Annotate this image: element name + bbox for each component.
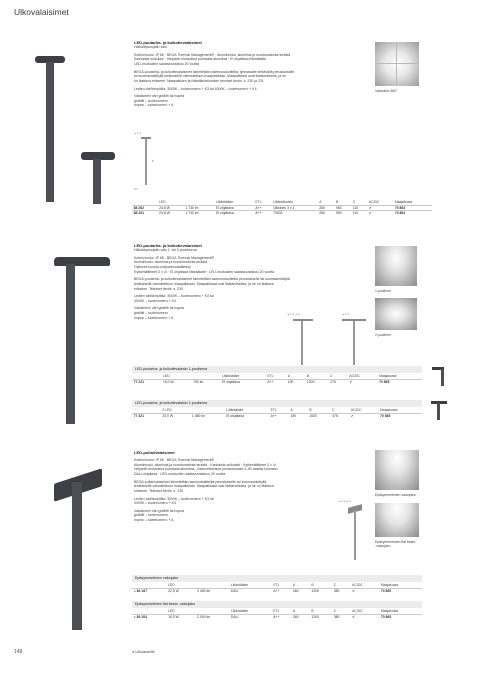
cell: ✔ — [367, 205, 393, 210]
col-header: Liitäntälaite — [226, 408, 244, 412]
cell: ✔ — [351, 588, 380, 593]
section-3-p4-line: grafiitti – tuotenumero — [134, 513, 168, 518]
group-title-bar: Epäsymmetrinen valonjako — [132, 575, 422, 582]
cell: El ohjattava — [214, 205, 253, 210]
cell: 260 — [291, 614, 309, 619]
section-3-p1-line: Alumiinivalu, alumiinia ja ruostumatonta terästä · Kankaista suikulasi · Kytkentälttimet 3 × 4² — [134, 462, 277, 467]
cell: Ulkkinen 3 x 4 — [272, 205, 318, 210]
dim-label: D C — [134, 188, 139, 191]
section-3-p2-line: teräksisellä valmistettuun maapalkkaan. Maapalkkaat ovat lisätarvikkeita, ja ne on tilattava — [134, 484, 274, 489]
cell: 110 — [351, 210, 367, 215]
dim-label: ▲ A ▼ ▲ C — [287, 313, 300, 316]
col-header: C — [330, 374, 333, 378]
col-header: Maajakusta — [394, 200, 413, 204]
cell: 2 000 lm — [196, 614, 230, 619]
table-row — [132, 588, 422, 593]
section-1-image — [14, 40, 124, 210]
cell: 1000 — [308, 413, 331, 418]
cell: 950 — [334, 210, 351, 215]
two-sided-icon — [430, 400, 448, 420]
short-bollard-post — [93, 159, 101, 204]
group-title-bar: Epäsymmetrinen flat beam -valonjako — [132, 601, 422, 608]
section-1-p1-line: Kotelo/runko: IP 65 · BEGA Thermal Management® · Alumiinivalu, alumiinia ja ruostumatonta terästä — [134, 52, 291, 57]
light-two-sided-label: 2-puolinen — [375, 333, 391, 337]
col-header: C — [333, 583, 337, 587]
cell: 2 450 lm — [196, 588, 230, 593]
cell: 1 730 lm — [184, 205, 215, 210]
col-header: A — [290, 408, 293, 412]
cell: ✔ — [351, 614, 380, 619]
cell: A++ — [272, 614, 292, 619]
col-header: LED — [159, 200, 166, 204]
cell: A++ — [269, 413, 289, 418]
table-row — [132, 614, 422, 619]
light-asymmetric-label: Epäsymmetrinen valonjako — [375, 493, 416, 497]
group-title-bar: LED-puutarha- ja kulkutievalaisin 2-puolisena — [132, 400, 422, 407]
dim-label: ▲ A ▼ — [134, 132, 142, 135]
cell: 88 261 — [132, 210, 158, 215]
col-header: ETL — [270, 408, 277, 412]
light-flat-beam-label-line: Epäsymmetrinen flat beam — [375, 540, 416, 544]
col-header: ETL — [267, 374, 274, 378]
col-header: A — [292, 583, 296, 587]
col-header: ETL — [273, 583, 280, 587]
table-row — [132, 210, 432, 215]
col-header: C — [332, 408, 335, 412]
section-2-text — [134, 243, 374, 320]
bullet-icon: ● — [133, 614, 136, 619]
section-2-p2-line: erikseen. Tekniset tiedot, s. 230 — [134, 286, 183, 291]
section-2-dimension-drawing-two — [338, 313, 372, 369]
footer-label-text: Ulkoalueille — [135, 650, 155, 654]
arm-bollard-post — [66, 264, 75, 424]
dim-label: B — [152, 160, 154, 163]
section-3-p1-line: DALI-ohjattava · LED-moduulien saatavuustakuu 20 vuotta — [134, 472, 226, 477]
article-number: 84 204 — [136, 614, 147, 619]
section-2-p3-line: Ledien värilämpötila: 3000K – tuotenumero + K3 tai — [134, 294, 214, 299]
section-1-p2-line: on tilattava erikseen. Maapalkkien ja liitäntäkotelointien tekniset tiedot, s. 230 ja 231 — [134, 78, 264, 83]
table-row — [132, 413, 422, 418]
group-title-bar: LED-puutarha- ja kulkutievalaisin 1-puolisena — [132, 366, 422, 373]
col-header: AC/DC — [368, 200, 380, 204]
cell: 70 865 — [377, 379, 422, 384]
section-1-p2-line: tai kuumasinkittyllä teräksisellä valmistettuun maapalkkaan. Maapalkkaat ovat lisätarvikkeita, ja ne — [134, 74, 287, 79]
cell: 70 865 — [379, 614, 422, 619]
section-2-p4-line: hopea – tuotenumero + A — [134, 315, 174, 320]
section-2-p1-line: Kytkentälttimet 3 × 4² · El ohjattava liitäntälaite · LED-moduulien saatavuustakuu 20 vuotta — [134, 269, 274, 274]
cell: A++ — [254, 210, 272, 215]
pollard-post — [72, 482, 82, 630]
col-header: Liitäntälaite — [222, 374, 240, 378]
cell: 190 — [289, 413, 308, 418]
cell: 70 865 — [379, 588, 422, 593]
cell: 1000 — [305, 379, 328, 384]
section-3-p3-line: 4000K – tuotenumero + K4 — [134, 501, 176, 506]
col-header: B — [311, 583, 314, 587]
cell: A++ — [254, 205, 272, 210]
section-2-group-2-table — [132, 408, 422, 418]
light-flat-beam-label — [375, 540, 415, 549]
cell: El ohjattava — [214, 210, 253, 215]
section-3-p1-line: Heijastin eloksoitua puhdasta alumiinia · Asennettavissa porrastomasti 0–90 astetta kulmaan — [134, 467, 278, 472]
cell: ✔ — [349, 413, 378, 418]
section-1-dimension-drawing — [134, 132, 164, 194]
section-1-text — [134, 40, 374, 108]
cell: 950 — [334, 205, 351, 210]
cell: 275 — [329, 379, 348, 384]
section-2-image — [14, 242, 124, 442]
col-header: Liitäntälaite — [230, 609, 249, 613]
col-header: A — [287, 374, 290, 378]
cell: El ohjattava — [220, 379, 265, 384]
cell: 70632 — [272, 210, 318, 215]
col-header: B — [335, 200, 339, 204]
cell: 77 321 — [132, 413, 161, 418]
col-header: 2 LED — [162, 408, 172, 412]
cell: ✔ — [367, 210, 393, 215]
section-1-p4-line: grafiitti – tuotenumero — [134, 98, 168, 103]
section-3-image — [14, 448, 124, 638]
cell: 110 — [351, 205, 367, 210]
cell: 1200 — [310, 614, 332, 619]
cell: DALI — [229, 588, 271, 593]
col-header: Maajakusta — [380, 609, 399, 613]
bullet-icon: ● — [132, 650, 135, 654]
light-distribution-one-sided — [375, 246, 417, 286]
page-title: Ulkovalaisimet — [14, 7, 69, 17]
cell: 22,5 W — [167, 588, 196, 593]
cell: 260 — [291, 588, 309, 593]
cell: 24,8 W — [158, 205, 184, 210]
col-header: Maajakusta — [379, 408, 398, 412]
section-3-dimension-drawing — [338, 500, 374, 566]
col-header: C — [352, 200, 356, 204]
col-header: ETL — [255, 200, 262, 204]
section-2-dimension-drawing-one — [287, 313, 327, 369]
section-1-p2-line: BEGA-puutarha- ja kulkutievalaisimet kiinnitetään asennustuotteilla: tyhmasalle tehtävällä perustukselle — [134, 69, 295, 74]
section-1-p4-line: hopea – tuotenumero + A — [134, 103, 174, 108]
col-header: C — [333, 609, 337, 613]
col-header: B — [306, 374, 310, 378]
cell: 15,5 W — [167, 614, 196, 619]
cell: 1200 — [310, 588, 332, 593]
arm-bollard-head — [54, 257, 110, 266]
cell: 750 lm — [192, 379, 221, 384]
dim-label: ▲ A ▼ ▲ C — [338, 500, 351, 503]
light-distribution-label: Valovakio 360° — [375, 89, 398, 93]
bullet-icon: ● — [133, 588, 136, 593]
light-distribution-two-sided — [375, 298, 417, 330]
cell: 1 480 lm — [190, 413, 224, 418]
col-header: Maajakusta — [380, 583, 399, 587]
section-3-p3-line: Ledien värilämpötila: 3000K – tuotenumero + K3 tai — [134, 496, 214, 501]
cell: 380 — [332, 588, 350, 593]
section-2-p1-line: Kotelo/runko: IP 65 · BEGA Thermal Management® — [134, 255, 215, 260]
cell: 475 — [330, 413, 349, 418]
section-3-p1-line: Kotelo/runko: IP 65 · BEGA Thermal Management® — [134, 458, 215, 463]
col-header: A — [292, 609, 296, 613]
section-2-p2-line: teräksisellä valmistettuun maapalkkaan. Maapalkkaat ovat lisätarvikkeita, ja ne on tilattava — [134, 281, 274, 286]
col-header: Liitäntäkotelo — [273, 200, 294, 204]
col-header: LED — [168, 583, 175, 587]
col-header: Liitäntälaite — [230, 583, 249, 587]
cell: El ohjattava — [225, 413, 269, 418]
section-2-p1-line: Opliseeli kuusta polykarbonaattiesuy — [134, 265, 191, 270]
col-header: B — [311, 609, 314, 613]
section-3-title: LED-pollarivalaisimet — [134, 450, 175, 455]
footer-label — [132, 650, 155, 655]
section-3-p2-line: erikseen. Tekniset tiedot, s. 230 — [134, 488, 183, 493]
section-2-title: LED-puutarha- ja koikotievalaisimet — [134, 243, 202, 248]
cell: 190 — [286, 379, 305, 384]
section-3-group-2-table — [132, 609, 422, 619]
col-header: Maajakusta — [379, 374, 397, 378]
cell: 70 864 — [393, 205, 432, 210]
col-header: AC/DC — [352, 609, 363, 613]
section-3-p4-line: hopea – tuotenumero + A — [134, 517, 174, 522]
section-3-p4-line: Valaisimen väri grafiitti tai hopea — [134, 508, 185, 513]
section-1-p4-line: Valaisimen väri grafiitti tai hopea — [134, 94, 185, 99]
cell: A++ — [266, 379, 286, 384]
cell: 250 — [318, 210, 335, 215]
cell: 1 730 lm — [184, 210, 215, 215]
light-one-sided-label: 1-puolinen — [375, 289, 391, 293]
cell: A++ — [272, 588, 292, 593]
cell — [132, 614, 167, 619]
light-flat-beam-label-line: -valonjako — [375, 544, 391, 549]
col-header: ETL — [273, 609, 280, 613]
section-1-title: LED-puutarha- ja koikotievalaisimet — [134, 40, 202, 45]
section-2-p3-line: 4000K – tuotenumero + K4 — [134, 298, 176, 303]
section-1-p1-line: LED-moduulien saatavuustakuu 20 vuotta — [134, 62, 199, 67]
light-distribution-asymmetric — [375, 450, 419, 490]
section-2-subtitle: Häikäisysuojattu valo 1- tai 2-puoleisena — [134, 248, 197, 253]
section-1-p1-line: Kankaista suikulasi · Heijastin eloksoitua puhdasta alumiinia · El ohjattava liitäntälaite — [134, 57, 267, 62]
section-2-p4-line: Valaisimen väri grafiitti tai hopea — [134, 306, 185, 311]
cell: 77 221 — [132, 379, 161, 384]
page-number: 148 — [14, 649, 23, 655]
section-3-p2-line: BEGA-pollarivalaisimet kiinnitetään asennuslaitteilla perustukselle tai kuumasinkittyllä — [134, 479, 267, 484]
cell: 380 — [332, 614, 350, 619]
cell: 20,0 W — [161, 413, 191, 418]
cell: 70 864 — [393, 210, 432, 215]
cell: 15,0 W — [161, 379, 191, 384]
col-header: A — [319, 200, 322, 204]
col-header: LED — [162, 374, 170, 378]
col-header: AC/DC — [352, 583, 363, 587]
cell — [132, 588, 167, 593]
section-2-p1-line: Alumiinivalu, alumiinia ja ruostumatonta terästä — [134, 260, 208, 265]
cell: DALI — [229, 614, 271, 619]
section-2-p2-line: BEGA-puutarha- ja kulkutievalaisimet kiinnitetään asennustuotteilla perustukselle tai kuumasinkittyllä — [134, 277, 290, 282]
table-row — [132, 379, 422, 384]
section-2-group-1-table — [132, 374, 422, 384]
section-1-color-temp: Ledien värilämpötila: 3000K – tuotenumero + K3 tai 4000K – tuotenumero + K4 — [134, 86, 257, 91]
dim-label: ▲ A ▼ — [342, 313, 350, 316]
article-number: 84 167 — [136, 588, 147, 593]
cell: 88 262 — [132, 205, 158, 210]
section-3-group-1-table — [132, 583, 422, 593]
light-distribution-flat-beam — [375, 503, 419, 537]
section-1-table — [132, 200, 432, 215]
col-header: B — [309, 408, 312, 412]
cell: ✔ — [348, 379, 378, 384]
one-sided-icon — [430, 366, 446, 386]
col-header: Liitäntälaite — [215, 200, 234, 204]
section-2-p4-line: grafiitti – tuotenumero — [134, 310, 168, 315]
light-distribution-360 — [375, 42, 419, 86]
cell: 250 — [318, 205, 335, 210]
col-header: AC/DC — [349, 374, 360, 378]
col-header: LED — [168, 609, 175, 613]
tall-bollard-post — [46, 62, 54, 202]
cell: 70 865 — [378, 413, 422, 418]
col-header: AC/DC — [350, 408, 362, 412]
cell: 24,8 W — [158, 210, 184, 215]
section-1-subtitle: Häikäisysuojattu valo — [134, 45, 167, 50]
